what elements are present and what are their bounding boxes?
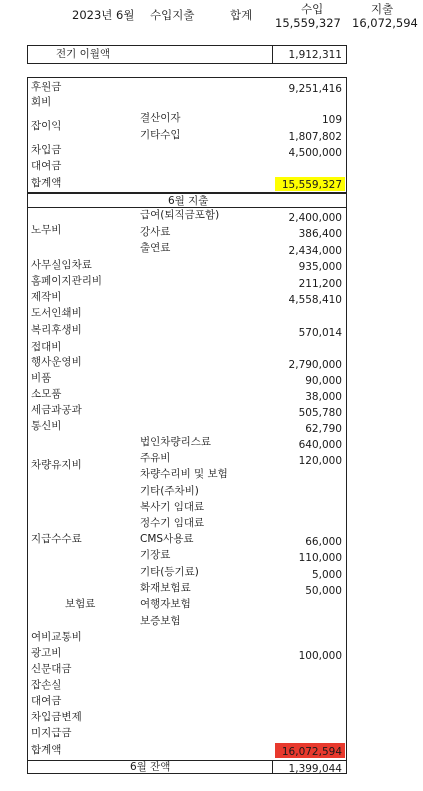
report-date: 2023년 6월 (72, 8, 135, 22)
income-donation-label: 후원금 (31, 81, 62, 93)
expense-row-label: 비품 (31, 372, 52, 384)
expense-row-label: 광고비 (31, 647, 62, 659)
expense-row-value: 100,000 (298, 650, 342, 662)
insurance-item-label: 여행자보험 (140, 598, 191, 610)
expense-row-value: 62,790 (305, 423, 342, 435)
income-fee-label: 회비 (31, 96, 52, 108)
insurance-item-value: 50,000 (305, 585, 342, 597)
vehicle-item-value: 120,000 (298, 455, 342, 467)
expense-label: 지출 (371, 2, 394, 16)
income-interest-label: 결산이자 (140, 112, 181, 124)
income-other-label: 기타수입 (140, 129, 181, 141)
income-misc-label: 잡이익 (31, 120, 62, 132)
income-total-value: 15,559,327 (281, 179, 342, 191)
expense-row-value: 935,000 (298, 261, 342, 273)
expense-row-value: 90,000 (305, 375, 342, 387)
vehicle-item-value: 640,000 (298, 439, 342, 451)
expense-row-label: 소모품 (31, 388, 62, 400)
income-donation-value: 9,251,416 (288, 83, 342, 95)
expense-total-label: 합계액 (31, 744, 62, 756)
expense-row-label: 홈페이지관리비 (31, 275, 103, 287)
expense-header: 6월 지출 (168, 195, 209, 207)
labor-item-value: 386,400 (298, 228, 342, 240)
insurance-item-label: 보증보험 (140, 615, 181, 627)
fees-label: 지급수수료 (31, 533, 82, 545)
expense-total: 16,072,594 (352, 16, 418, 30)
expense-row-label: 제작비 (31, 291, 62, 303)
balance-value: 1,399,044 (288, 763, 342, 775)
expense-row-label: 도서인쇄비 (31, 307, 82, 319)
report-title: 수입지출 (150, 8, 195, 22)
income-borrow-label: 차입금 (31, 144, 62, 156)
expense-row-label: 통신비 (31, 420, 62, 432)
vehicle-label: 차량유지비 (31, 459, 82, 471)
labor-item-value: 2,400,000 (288, 212, 342, 224)
fees-item-label: 복사기 임대료 (140, 501, 205, 513)
expense-row-label: 잡손실 (31, 679, 62, 691)
labor-label: 노무비 (31, 224, 62, 236)
expense-row-label: 행사운영비 (31, 356, 82, 368)
expense-row-value: 211,200 (298, 278, 342, 290)
income-loan-label: 대여금 (31, 160, 62, 172)
expense-row-label: 세금과공과 (31, 404, 82, 416)
expense-row-label: 복리후생비 (31, 324, 82, 336)
vehicle-item-label: 법인차량리스료 (140, 436, 212, 448)
fees-item-label: CMS사용료 (140, 533, 194, 545)
labor-item-label: 급여(퇴직금포함) (140, 209, 220, 221)
vehicle-item-label: 기타(주차비) (140, 485, 199, 497)
fees-item-value: 5,000 (311, 569, 342, 581)
expense-row-value: 505,780 (298, 407, 342, 419)
fees-item-value: 66,000 (305, 536, 342, 548)
expense-row-value: 2,790,000 (288, 359, 342, 371)
income-borrow-value: 4,500,000 (288, 147, 342, 159)
expense-row-value: 38,000 (305, 391, 342, 403)
carryover-value: 1,912,311 (288, 49, 342, 61)
income-other-value: 1,807,802 (288, 131, 342, 143)
vehicle-item-label: 주유비 (140, 452, 171, 464)
fees-item-label: 정수기 임대료 (140, 517, 205, 529)
expense-row-value: 4,558,410 (288, 294, 342, 306)
expense-row-label: 접대비 (31, 341, 62, 353)
expense-row-label: 여비교통비 (31, 631, 82, 643)
balance-label: 6월 잔액 (130, 761, 171, 773)
expense-row-label: 미지급금 (31, 727, 72, 739)
income-interest-value: 109 (321, 114, 342, 126)
carryover-label: 전기 이월액 (56, 48, 111, 60)
expense-total-value: 16,072,594 (281, 746, 342, 758)
labor-item-label: 강사료 (140, 226, 171, 238)
total-label: 합계 (230, 8, 253, 22)
expense-row-label: 대여금 (31, 695, 62, 707)
fees-item-label: 기장료 (140, 549, 171, 561)
fees-item-value: 110,000 (298, 552, 342, 564)
fees-item-label: 기타(등기료) (140, 566, 199, 578)
expense-row-value: 570,014 (298, 327, 342, 339)
labor-item-value: 2,434,000 (288, 245, 342, 257)
expense-row-label: 차입금변제 (31, 711, 82, 723)
vehicle-item-label: 차량수리비 및 보험 (140, 468, 228, 480)
insurance-label: 보험료 (65, 598, 96, 610)
expense-row-label: 신문대금 (31, 663, 72, 675)
income-total: 15,559,327 (275, 16, 341, 30)
income-total-label: 합계액 (31, 177, 62, 189)
insurance-item-label: 화재보험료 (140, 582, 191, 594)
labor-item-label: 출연료 (140, 242, 171, 254)
income-label: 수입 (301, 2, 324, 16)
expense-row-label: 사무실임차료 (31, 259, 92, 271)
